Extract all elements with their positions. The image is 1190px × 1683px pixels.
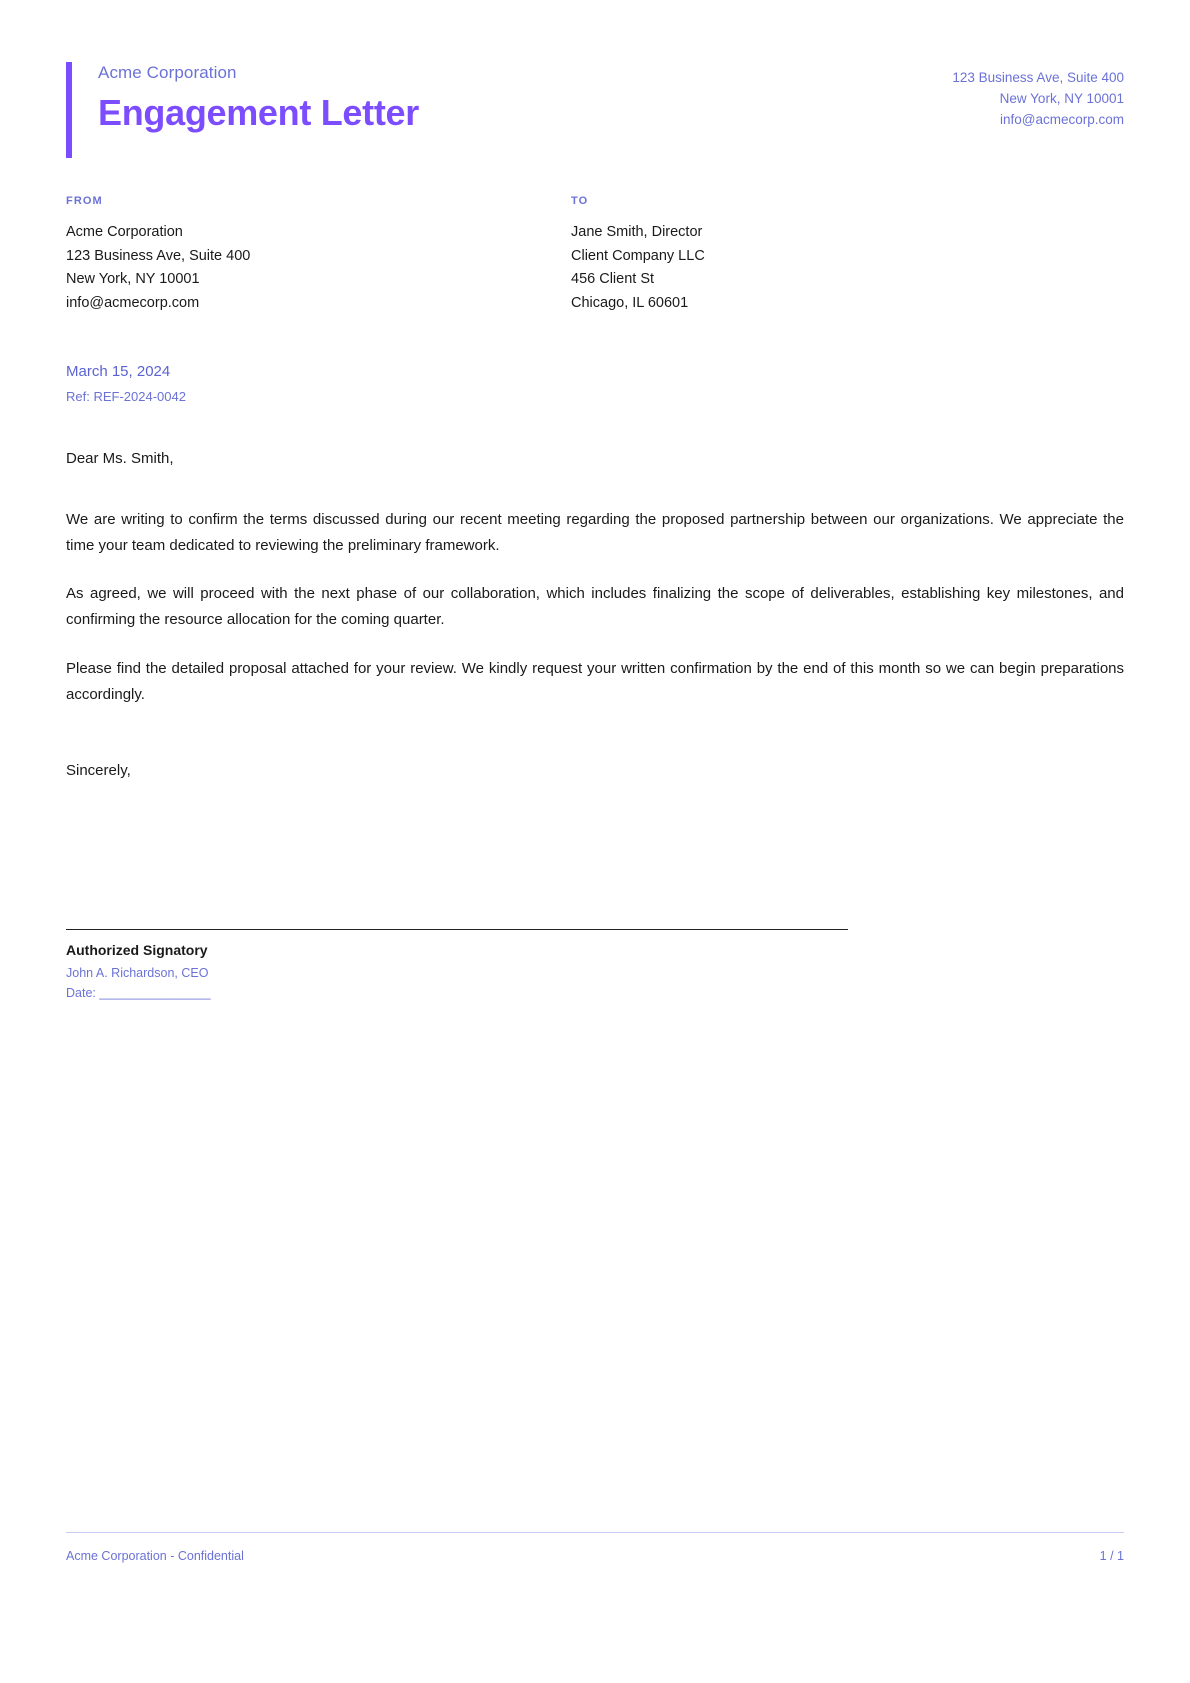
page-footer (66, 1532, 1124, 1563)
letter-body (66, 507, 1124, 709)
signature-date-field: Date: ________________ (66, 985, 211, 1000)
signature-name: John A. Richardson, CEO (66, 966, 209, 981)
letter-date: March 15, 2024 (66, 363, 171, 381)
signature-block (66, 929, 848, 1003)
signature-line (66, 929, 848, 930)
from-line: New York, NY 10001 (66, 271, 200, 288)
closing-line: Sincerely, (66, 762, 131, 780)
body-paragraph: As agreed, we will proceed with the next phase of our collaboration, which includes finalizing the scope of deliverables, establishing key milestones, and confirming the resource allocation for the coming quarter. (66, 585, 1124, 629)
from-line: info@acmecorp.com (66, 294, 200, 311)
signature-title: Authorized Signatory (66, 942, 208, 959)
to-block (571, 195, 1076, 315)
to-line: Client Company LLC (571, 247, 705, 264)
accent-bar (66, 62, 72, 158)
header-contact-city: New York, NY 10001 (999, 90, 1124, 106)
footer-page-number: 1 / 1 (1099, 1549, 1124, 1563)
page-title: Engagement Letter (98, 92, 419, 134)
address-section (66, 195, 1124, 315)
header-contact-address: 123 Business Ave, Suite 400 (952, 70, 1124, 85)
to-line: Jane Smith, Director (571, 224, 703, 241)
body-paragraph: We are writing to confirm the terms discussed during our recent meeting regarding the proposed partnership between our organizations. We appreciate the time your team dedicated to reviewing the preliminary framework. (66, 510, 1124, 554)
letter-reference: Ref: REF-2024-0042 (66, 388, 186, 404)
from-block (66, 195, 571, 315)
from-line: 123 Business Ave, Suite 400 (66, 247, 251, 264)
to-label: TO (571, 195, 589, 208)
header-contact-block (952, 62, 1124, 131)
body-paragraph: Please find the detailed proposal attached for your review. We kindly request your written confirmation by the end of this month so we can begin preparations accordingly. (66, 659, 1124, 703)
to-line: 456 Client St (571, 271, 655, 288)
header-contact-email: info@acmecorp.com (1000, 111, 1124, 127)
from-line: Acme Corporation (66, 224, 183, 241)
to-line: Chicago, IL 60601 (571, 294, 689, 311)
letter-meta (66, 361, 1124, 407)
footer-confidential-text: Acme Corporation - Confidential (66, 1549, 244, 1563)
salutation: Dear Ms. Smith, (66, 449, 174, 467)
from-label: FROM (66, 195, 103, 208)
letter-header (66, 0, 1124, 133)
header-company-name: Acme Corporation (98, 63, 237, 82)
header-left (66, 62, 419, 133)
